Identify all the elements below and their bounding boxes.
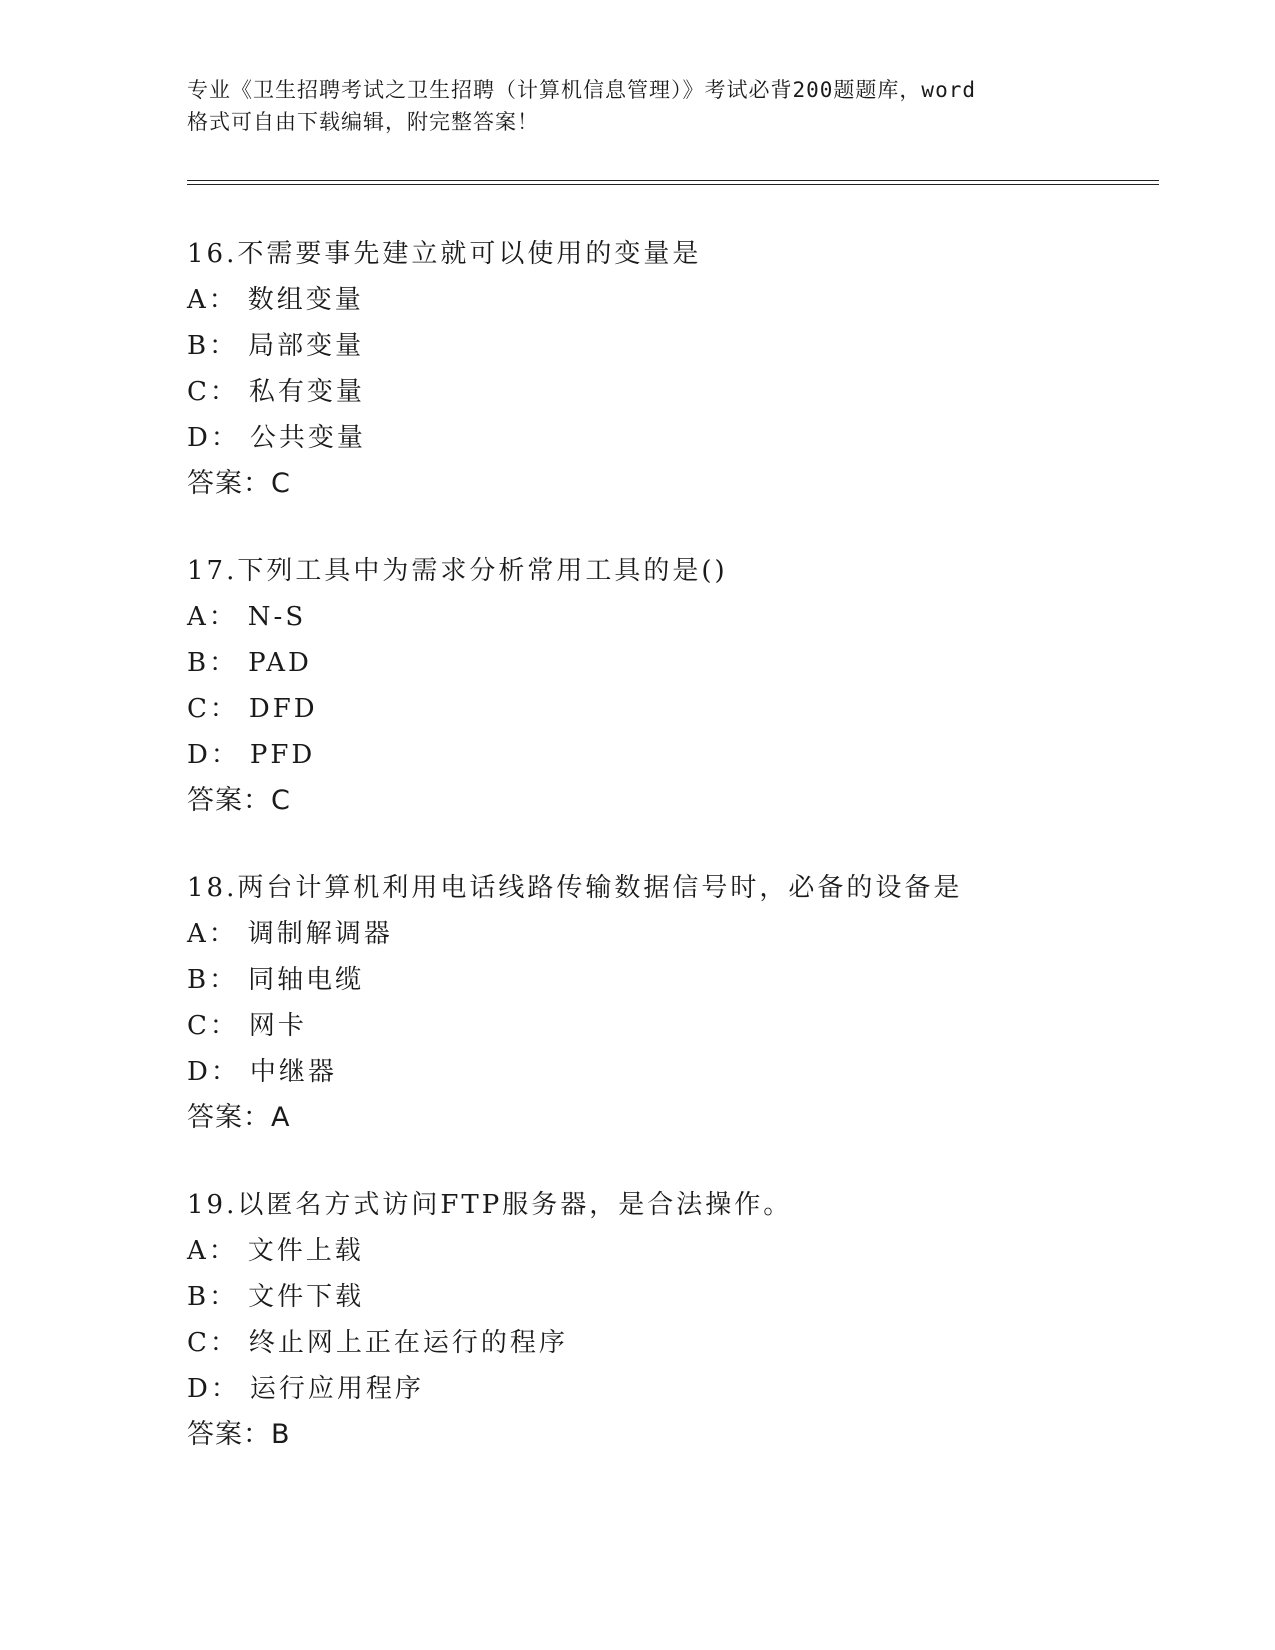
question-19 xyxy=(187,1182,1147,1458)
header-line-1: 专业《卫生招聘考试之卫生招聘（计算机信息管理）》考试必背200题题库，word xyxy=(187,78,976,102)
option-a: A： 文件上载 xyxy=(187,1236,364,1266)
question-title: 18.两台计算机利用电话线路传输数据信号时，必备的设备是 xyxy=(187,873,963,903)
question-16 xyxy=(187,231,1147,507)
option-b: B： 同轴电缆 xyxy=(187,965,365,995)
option-d: D： 公共变量 xyxy=(187,423,366,453)
question-17 xyxy=(187,548,1147,824)
answer: 答案：A xyxy=(187,1102,291,1133)
option-d: D： PFD xyxy=(187,740,316,770)
option-c: C： 终止网上正在运行的程序 xyxy=(187,1328,568,1358)
option-a: A： 调制解调器 xyxy=(187,919,393,949)
question-title: 19.以匿名方式访问FTP服务器，是合法操作。 xyxy=(187,1190,793,1220)
option-b: B： 文件下载 xyxy=(187,1282,365,1312)
option-c: C： DFD xyxy=(187,694,318,724)
document-header xyxy=(187,74,1087,138)
question-title: 16.不需要事先建立就可以使用的变量是 xyxy=(187,239,702,269)
option-a: A： 数组变量 xyxy=(187,285,364,315)
option-d: D： 运行应用程序 xyxy=(187,1374,424,1404)
answer: 答案：C xyxy=(187,785,291,816)
header-line-2: 格式可自由下载编辑，附完整答案！ xyxy=(187,110,539,134)
option-d: D： 中继器 xyxy=(187,1057,337,1087)
option-b: B： 局部变量 xyxy=(187,331,365,361)
answer: 答案：C xyxy=(187,468,291,499)
header-divider-bottom xyxy=(187,184,1159,185)
question-title: 17.下列工具中为需求分析常用工具的是() xyxy=(187,556,728,586)
question-18 xyxy=(187,865,1147,1141)
option-a: A： N-S xyxy=(187,602,307,632)
header-divider-top xyxy=(187,180,1159,181)
option-c: C： 私有变量 xyxy=(187,377,365,407)
option-c: C： 网卡 xyxy=(187,1011,307,1041)
option-b: B： PAD xyxy=(187,648,312,678)
answer: 答案：B xyxy=(187,1419,291,1450)
